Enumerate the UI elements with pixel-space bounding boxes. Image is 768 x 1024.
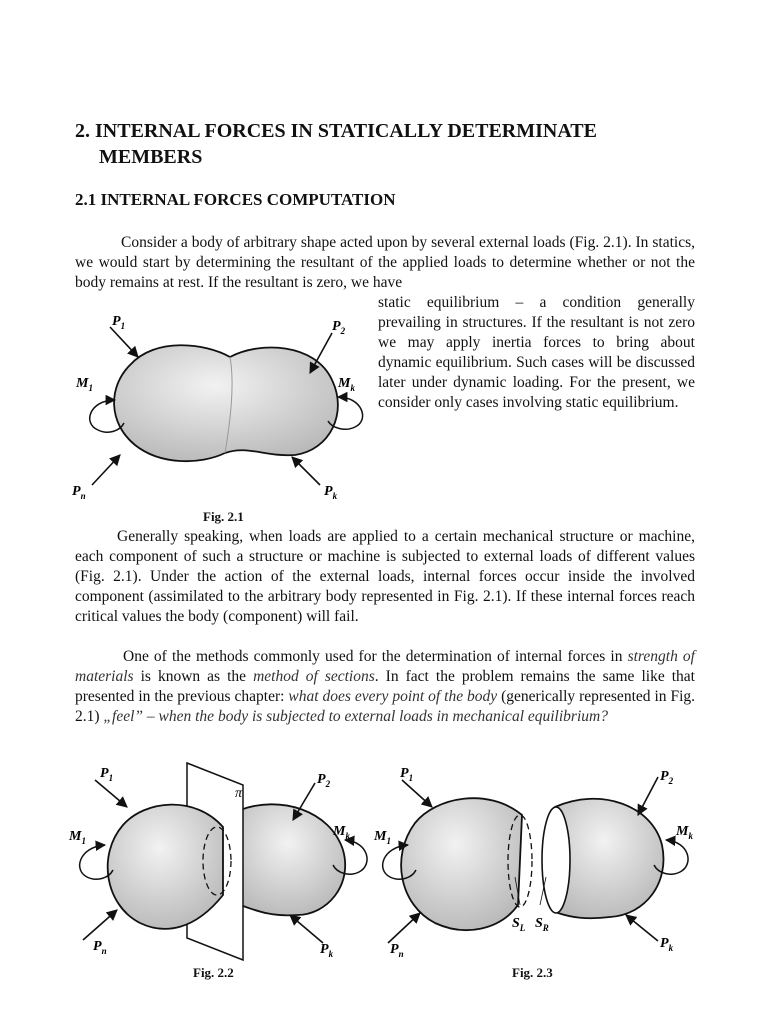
label-p2-sub: 2	[325, 779, 331, 789]
paragraph-1-side: static equilibrium – a condition generally prevailing in structures. If the resultant is not zero we may apply inertia forces to bring about dynamic equilibrium. Such cases will be discussed later under dynamic loading. For the present, we consider only cases involving static equilibrium.	[378, 294, 695, 411]
p3-text-2: is known as the	[133, 668, 254, 685]
label-sr-sub: R	[542, 923, 549, 933]
label-mk: M	[333, 824, 346, 839]
label-p1-sub: 1	[108, 773, 114, 783]
label-p2-sub: 2	[340, 326, 346, 336]
figure-label	[93, 939, 107, 956]
label-sr: S	[535, 916, 543, 931]
label-pk: P	[660, 936, 669, 951]
label-p1: P	[100, 766, 109, 781]
label-mk-sub: k	[688, 831, 693, 841]
force-p1-arrow	[110, 327, 138, 357]
figure-label	[100, 766, 113, 783]
figure-2-1	[70, 305, 370, 535]
label-pk-sub: k	[328, 949, 334, 959]
label-pk-sub: k	[668, 943, 674, 953]
label-mk-sub: k	[350, 383, 355, 393]
label-p1-sub: 1	[408, 773, 414, 783]
p3-emphasis-4: „feel” – when the body is subjected to external loads in mechanical equilibrium?	[103, 708, 608, 725]
label-m1-sub: 1	[88, 383, 93, 393]
label-m1-sub: 1	[81, 836, 86, 846]
figure-2-2-caption: Fig. 2.2	[193, 965, 234, 980]
label-mk: M	[338, 376, 351, 391]
force-pn-arrow	[83, 910, 117, 940]
label-pn-sub: n	[101, 946, 107, 956]
figure-label	[675, 824, 693, 841]
section-heading: 2.1 INTERNAL FORCES COMPUTATION	[75, 190, 396, 209]
force-p1-arrow	[402, 780, 432, 807]
chapter-heading-line1: 2. INTERNAL FORCES IN STATICALLY DETERMINATE	[75, 120, 597, 142]
figure-2-2	[65, 755, 375, 970]
paragraph-3	[75, 647, 695, 727]
figure-label	[373, 829, 391, 846]
paragraph-2: Generally speaking, when loads are applied to a certain mechanical structure or machine, each component of such a structure or machine is subjected to external loads of different values (Fig. 2.1). Under the action of the external loads, internal forces occur inside the involved component (assimilated to the arbitrary body represented in Fig. 2.1). If these internal forces reach critical values the body (component) will fail.	[75, 528, 695, 625]
force-pn-arrow	[388, 913, 420, 943]
label-p1: P	[112, 314, 121, 329]
figure-label	[337, 376, 355, 393]
force-p1-arrow	[95, 780, 127, 807]
paragraph-1-top: Consider a body of arbitrary shape acted upon by several external loads (Fig. 2.1). In statics, we would start by determining the resultant of the applied loads to determine whether or not the body remains at rest. If the resultant is zero, we have	[75, 234, 695, 291]
figure-label	[400, 766, 413, 783]
figure-label	[660, 936, 674, 953]
label-pk: P	[320, 942, 329, 957]
figure-label	[324, 484, 338, 501]
figure-label	[512, 916, 526, 933]
label-pn: P	[93, 939, 102, 954]
right-body-piece	[555, 799, 663, 918]
label-pn: P	[72, 484, 81, 499]
figure-label	[332, 319, 346, 336]
figure-label	[68, 829, 86, 846]
p3-text-1: One of the methods commonly used for the determination of internal forces in	[123, 648, 628, 665]
figure-label	[332, 824, 350, 841]
label-sl-sub: L	[519, 923, 526, 933]
force-pk-arrow	[290, 915, 323, 943]
chapter-heading-line2: MEMBERS	[99, 146, 203, 168]
label-p2: P	[660, 769, 669, 784]
plane-label-pi: π	[235, 786, 243, 801]
label-m1: M	[69, 829, 82, 844]
figure-label	[660, 769, 674, 786]
figure-label	[112, 314, 125, 331]
figure-2-1-caption: Fig. 2.1	[203, 509, 244, 524]
label-pn: P	[390, 942, 399, 957]
p3-emphasis-2: method of sections	[253, 668, 375, 685]
label-p2: P	[317, 772, 326, 787]
figure-label	[535, 916, 549, 933]
force-p2-arrow	[638, 777, 658, 815]
p3-text-3: . In fact the problem remains the same like that presented in the previous chapter:	[75, 668, 695, 705]
label-mk: M	[676, 824, 689, 839]
label-pn-sub: n	[398, 949, 404, 959]
figure-2-3-caption: Fig. 2.3	[512, 965, 553, 980]
label-p2-sub: 2	[668, 776, 674, 786]
left-body-piece	[401, 798, 522, 930]
label-p1: P	[400, 766, 409, 781]
p3-emphasis-3: what does every point of the body	[288, 688, 498, 705]
label-pk: P	[324, 484, 333, 499]
label-sl: S	[512, 916, 520, 931]
figure-label	[320, 942, 334, 959]
force-pk-arrow	[292, 457, 320, 485]
chapter-heading	[75, 118, 715, 170]
left-body-part	[108, 805, 223, 929]
label-m1-sub: 1	[386, 836, 391, 846]
figure-label	[72, 484, 86, 501]
label-m1: M	[374, 829, 387, 844]
label-p1-sub: 1	[120, 321, 126, 331]
label-mk-sub: k	[345, 831, 350, 841]
label-pn-sub: n	[80, 491, 86, 501]
figure-label	[75, 376, 93, 393]
figure-label	[317, 772, 331, 789]
label-p2: P	[332, 319, 341, 334]
right-cut-face	[542, 807, 570, 913]
figure-2-3	[370, 765, 710, 970]
force-pk-arrow	[626, 915, 658, 941]
p3-text-4: (generically represented in Fig. 2.1)	[75, 688, 695, 725]
label-pk-sub: k	[332, 491, 338, 501]
figure-label	[390, 942, 404, 959]
right-body-part	[240, 804, 345, 915]
p3-emphasis-1: strength of materials	[75, 648, 695, 685]
force-pn-arrow	[92, 455, 120, 485]
label-m1: M	[76, 376, 89, 391]
